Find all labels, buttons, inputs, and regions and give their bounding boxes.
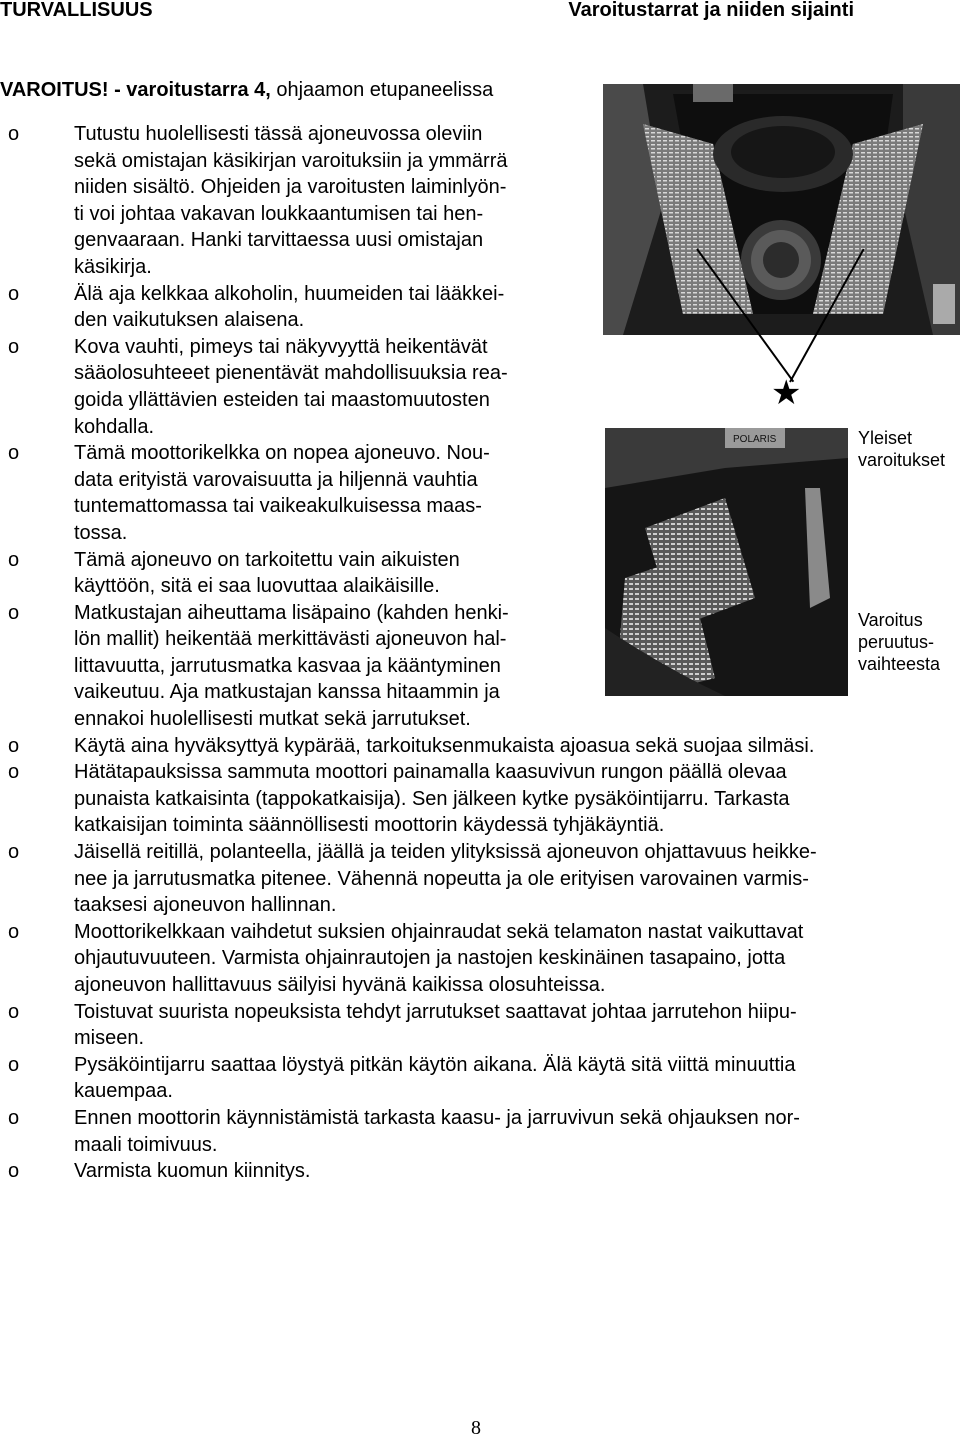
photo-front-panel <box>603 84 960 335</box>
list-item <box>0 999 817 1052</box>
list-item-line: miseen. <box>74 1027 145 1050</box>
warning-title-location: ohjaamon etupaneelissa <box>270 79 494 101</box>
list-item-line: Käytä aina hyväksyttyä kypärää, tarkoituksenmukaista ajoasua sekä suojaa silmäsi. <box>74 734 815 757</box>
bullet-icon: o <box>8 442 20 465</box>
header-page-topic: Varoitustarrat ja niiden sijainti <box>568 0 854 21</box>
list-item-line: kohdalla. <box>74 415 155 438</box>
list-item-line: katkaisijan toiminta säännöllisesti moottorin käydessä tyhjäkäyntiä. <box>74 814 665 837</box>
list-item-line: tossa. <box>74 521 128 544</box>
callout-reverse-line-2: peruutus- <box>858 632 935 652</box>
list-item <box>0 1158 817 1185</box>
callout-general-line-2: varoitukset <box>858 450 946 470</box>
list-item <box>0 759 817 839</box>
list-item-line: genvaaraan. Hanki tarvittaessa uusi omistajan <box>74 229 484 252</box>
bullet-icon: o <box>8 734 20 757</box>
bullet-icon: o <box>8 123 20 145</box>
list-item-line: goida yllättävien esteiden tai maastomuutosten <box>74 388 490 411</box>
bullet-icon: o <box>8 841 20 864</box>
bullet-icon: o <box>8 920 20 943</box>
callout-reverse-warning <box>858 609 940 675</box>
list-item <box>0 1052 817 1105</box>
list-item-line: den vaikutuksen alaisena. <box>74 309 305 332</box>
list-item-line: maali toimivuus. <box>74 1133 218 1156</box>
bullet-icon: o <box>8 1053 20 1076</box>
photo-front-panel-drawing <box>603 84 960 335</box>
list-item-line: Matkustajan aiheuttama lisäpaino (kahden henki- <box>74 601 509 624</box>
list-item-line: littavuutta, jarrutusmatka kasvaa ja kääntyminen <box>74 654 501 677</box>
warning-title-prefix: VAROITUS! <box>0 79 109 101</box>
list-item-line: ti voi johtaa vakavan loukkaantumisen tai hen- <box>74 202 484 225</box>
list-item-line: Kova vauhti, pimeys tai näkyvyyttä heikentävät <box>74 335 488 358</box>
list-item-line: Jäisellä reitillä, polanteella, jäällä ja teiden ylityksissä ajoneuvon ohjattavuus heikke- <box>74 841 817 864</box>
list-item-line: data erityistä varovaisuutta ja hiljennä vauhtia <box>74 468 478 491</box>
list-item-line: ajoneuvon hallittavuus säilyisi hyvänä kaikissa olosuhteissa. <box>74 974 606 996</box>
callout-reverse-line-3: vaihteesta <box>858 654 941 674</box>
bullet-icon: o <box>8 282 20 305</box>
list-item-line: taaksesi ajoneuvon hallinnan. <box>74 894 337 917</box>
list-item-line: vaikeutuu. Aja matkustajan kanssa hitaammin ja <box>74 681 500 704</box>
star-marker-icon: ★ <box>771 374 802 412</box>
list-item-line: Ennen moottorin käynnistämistä tarkasta kaasu- ja jarruvivun sekä ohjauksen nor- <box>74 1106 800 1129</box>
callout-reverse-line-1: Varoitus <box>858 610 923 630</box>
list-item-line: ennakoi huolellisesti mutkat sekä jarrutukset. <box>74 708 471 731</box>
list-item-line: tuntemattomassa tai vaikeakulkuisessa maas- <box>74 495 482 518</box>
list-item-line: Älä aja kelkkaa alkoholin, huumeiden tai lääkkei- <box>74 282 505 305</box>
list-item-line: käsikirja. <box>74 255 152 278</box>
warning-title <box>0 76 493 104</box>
list-item-line: Toistuvat suurista nopeuksista tehdyt jarrutukset saattavat johtaa jarrutehon hiipu- <box>74 1000 797 1023</box>
list-item-line: Varmista kuomun kiinnitys. <box>74 1160 311 1183</box>
bullet-icon: o <box>8 335 20 358</box>
list-item-line: Hätätapauksissa sammuta moottori painamalla kaasuvivun rungon päällä olevaa <box>74 761 787 784</box>
list-item <box>0 839 817 919</box>
callout-general-warnings <box>858 427 945 471</box>
bullet-icon: o <box>8 1000 20 1023</box>
photo-reverse-panel-drawing <box>605 428 848 696</box>
warning-title-decal: - varoitustarra 4, <box>108 79 271 101</box>
list-item <box>0 733 817 760</box>
list-item-line: nee ja jarrutusmatka pitenee. Vähennä nopeutta ja ole erityisen varovainen varmis- <box>74 867 809 890</box>
list-item-line: Tutustu huolellisesti tässä ajoneuvossa oleviin <box>74 123 483 145</box>
list-item <box>0 1105 817 1158</box>
list-item-line: Tämä moottorikelkka on nopea ajoneuvo. Nou- <box>74 442 490 465</box>
decal-brand-text: POLARIS <box>733 434 777 445</box>
list-item-line: käyttöön, sitä ei saa luovuttaa alaikäisille. <box>74 575 440 598</box>
list-item-line: Pysäköintijarru saattaa löystyä pitkän käytön aikana. Älä käytä sitä viittä minuuttia <box>74 1053 796 1076</box>
list-item-line: sekä omistajan käsikirjan varoituksiin ja ymmärrä <box>74 149 508 172</box>
list-item-line: kauempaa. <box>74 1080 173 1103</box>
list-item-line: niiden sisältö. Ohjeiden ja varoitusten laiminlyön- <box>74 176 507 199</box>
bullet-icon: o <box>8 548 20 571</box>
list-item-line: ohjautuvuuteen. Varmista ohjainrautojen ja nastojen keskinäinen tasapaino, jotta <box>74 947 786 970</box>
list-item <box>0 334 817 440</box>
list-item <box>0 919 817 999</box>
callout-general-line-1: Yleiset <box>858 428 913 448</box>
page-number: 8 <box>471 1417 481 1439</box>
photo-reverse-panel <box>605 428 848 696</box>
list-item-line: Tämä ajoneuvo on tarkoitettu vain aikuisten <box>74 548 460 571</box>
list-item-line: lön mallit) heikentää merkittävästi ajoneuvon hal- <box>74 628 507 651</box>
header-section-title: TURVALLISUUS <box>0 0 153 21</box>
bullet-icon: o <box>8 1160 20 1183</box>
list-item-line: sääolosuhteeet pienentävät mahdollisuuksia rea- <box>74 362 508 385</box>
bullet-icon: o <box>8 601 20 624</box>
list-item-line: Moottorikelkkaan vaihdetut suksien ohjainraudat sekä telamaton nastat vaikuttavat <box>74 920 804 943</box>
bullet-icon: o <box>8 1106 20 1129</box>
bullet-icon: o <box>8 761 20 784</box>
list-item-line: punaista katkaisinta (tappokatkaisija). Sen jälkeen kytke pysäköintijarru. Tarkasta <box>74 787 790 810</box>
